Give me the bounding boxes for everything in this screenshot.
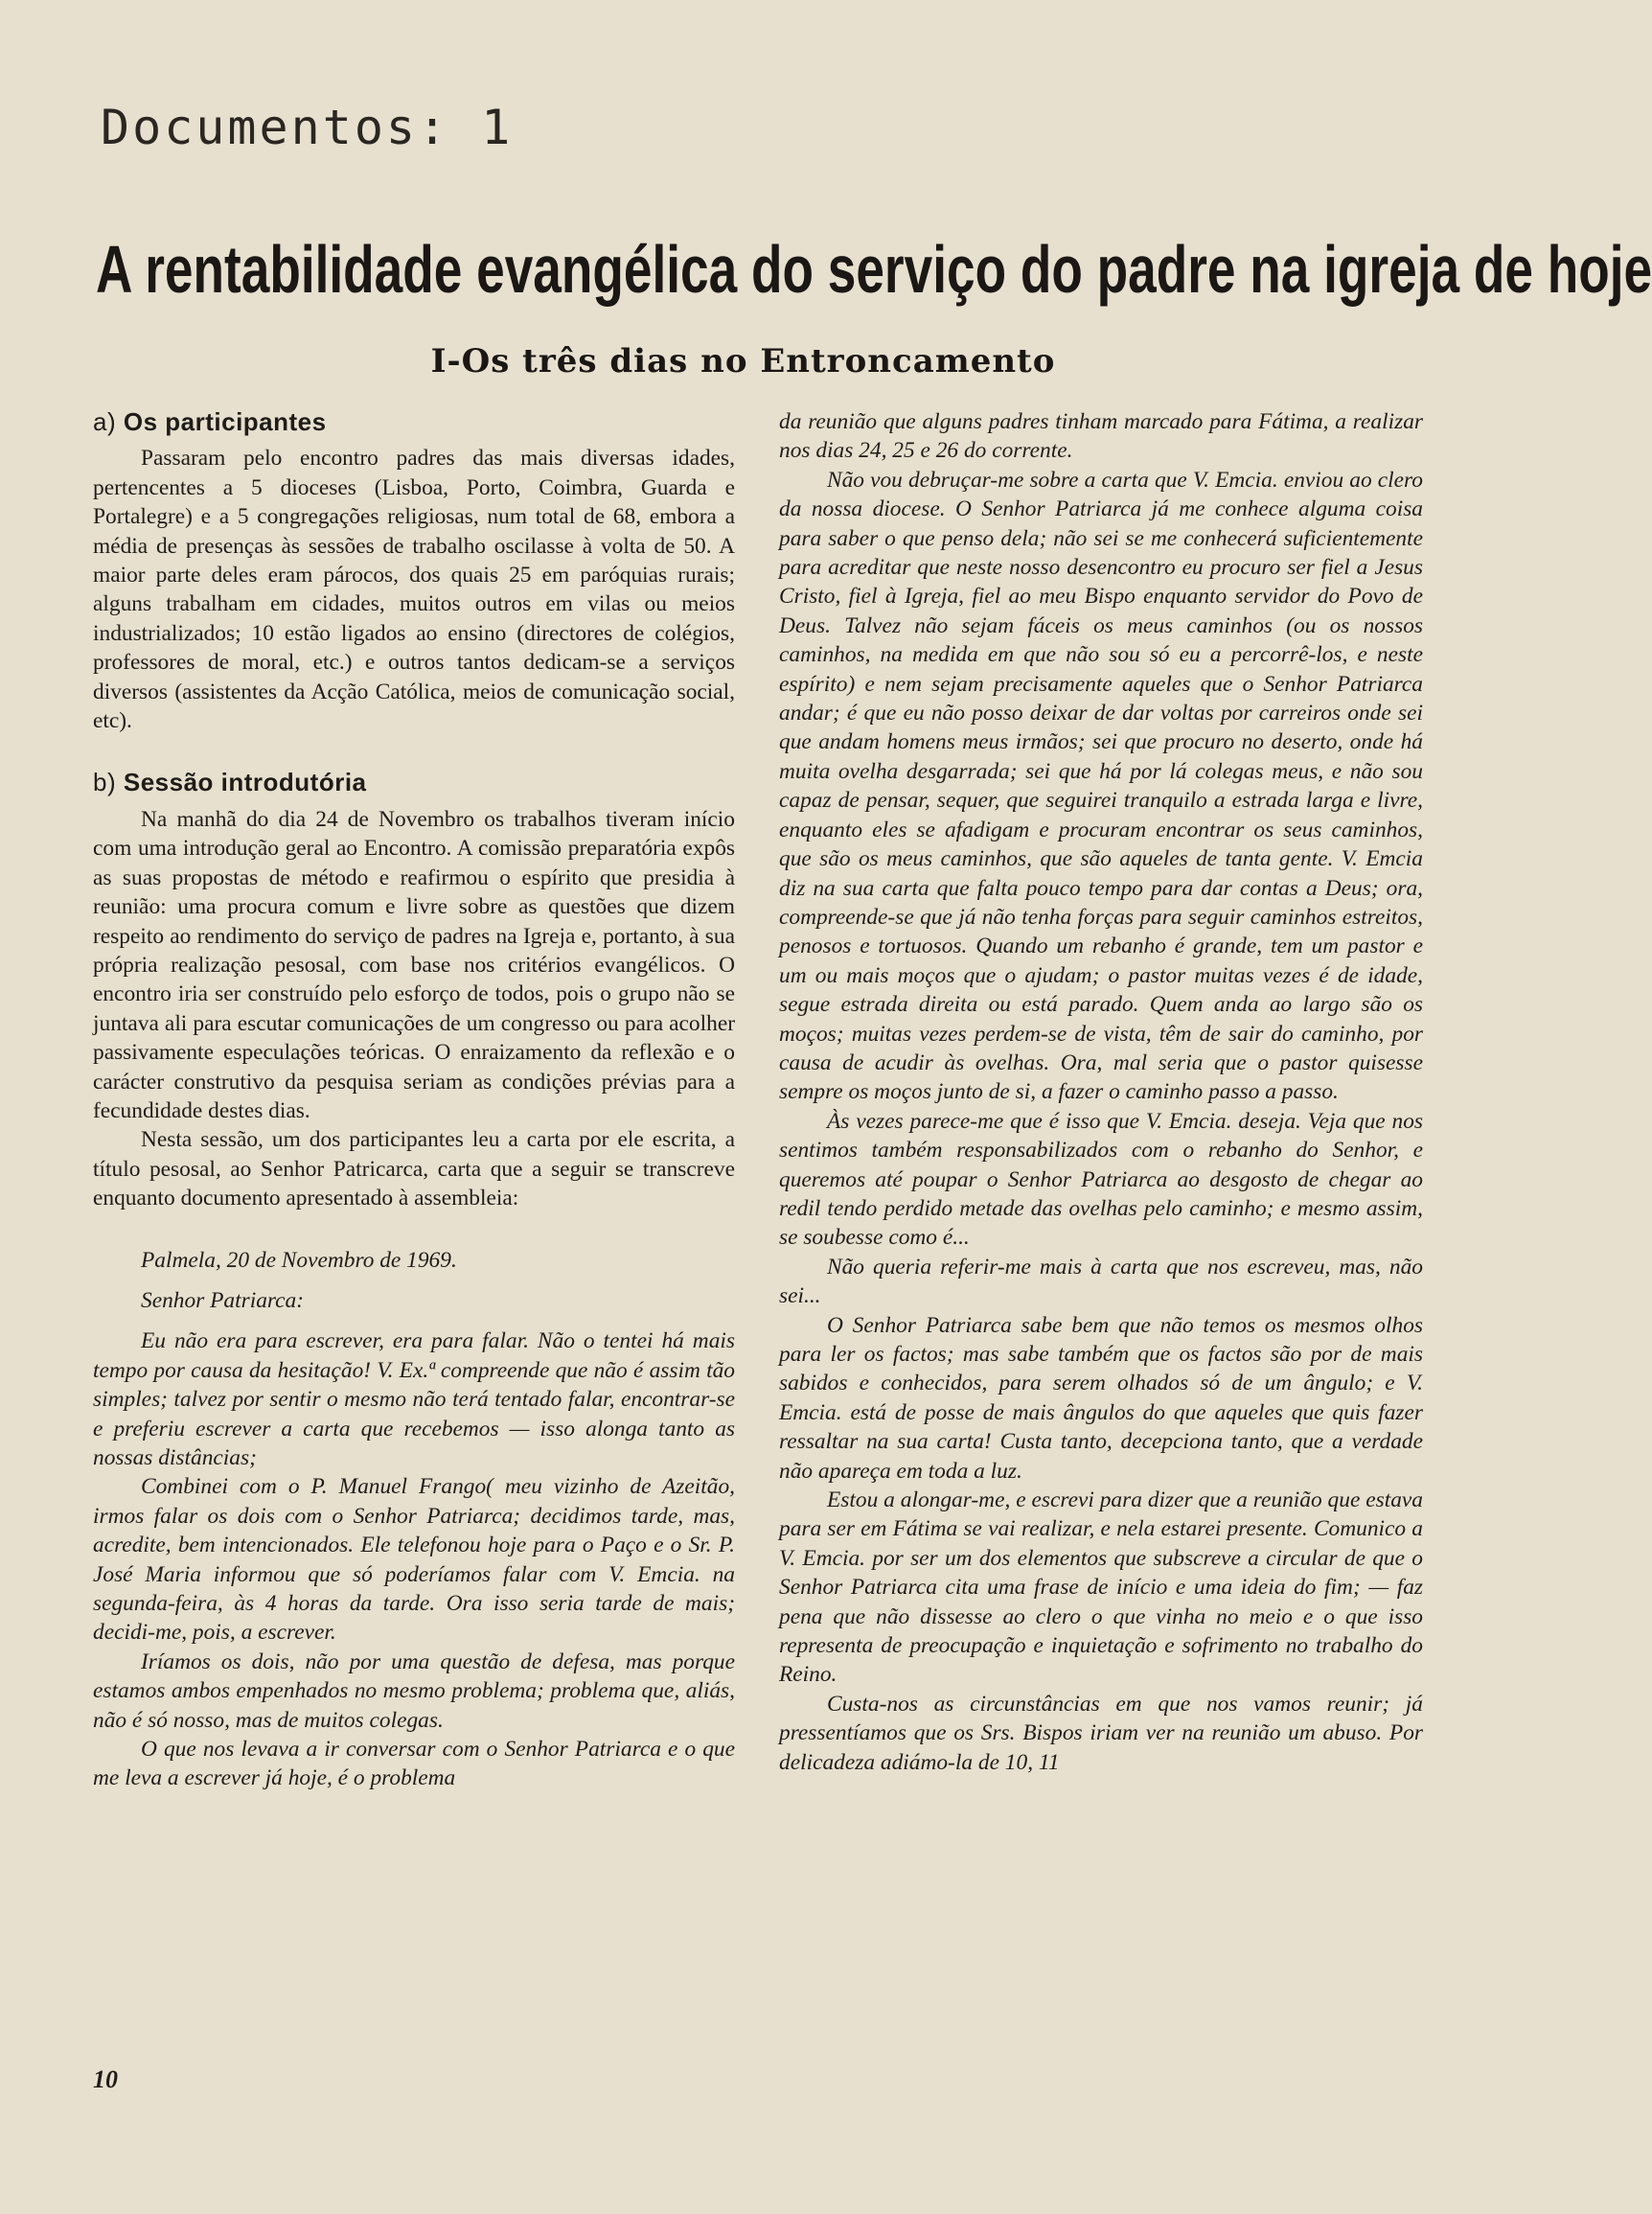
section-a-label: a) (93, 407, 117, 436)
letter-salutation: Senhor Patriarca: (141, 1287, 304, 1313)
section-a-title: Os participantes (123, 407, 327, 436)
section-b-paragraph-1: Na manhã do dia 24 de Novembro os trabalhos tiveram início com uma introdução geral ao Encontro. A comissão preparatória expôs as suas propostas de método e reafirmou o espírito que presidia à reunião: uma procura comum e livre sobre as questões que dizem respeito ao rendimento do serviço de padres na Igreja e, portanto, à sua própria realização pesosal, com base nos critérios evangélicos. O encontro iria ser construído pelo esforço de todos, pois o grupo não se juntava ali para escutar comunicações de um congresso ou para acolher passivamente especulações teóricas. O enraizamento da reflexão e o carácter construtivo da pesquisa seriam as condições prévias para a fecundidade destes dias. (93, 806, 735, 1123)
article-title: A rentabilidade evangélica do serviço do padre na igreja de hoje (96, 232, 1652, 307)
letter-paragraph-4: O que nos levava a ir conversar com o Senhor Patriarca e o que me leva a escrever já hoje, é o problema (93, 1737, 735, 1791)
right-paragraph-4: Não queria referir-me mais à carta que nos escreveu, mas, não sei... (779, 1254, 1423, 1309)
letter-dateline: Palmela, 20 de Novembro de 1969. (141, 1247, 457, 1273)
right-paragraph-6: Estou a alongar-me, e escrevi para dizer que a reunião que estava para ser em Fátima se vai realizar, e nela estarei presente. Comunico a V. Emcia. por ser um dos elementos que subscreve a circular de que o Senhor Patriarca cita uma frase de início e uma ideia do fim; — faz pena que não dissesse ao clero o que vinha no meio e o que isso representa de preocupação e inquietação e sofrimento no trabalho do Reino. (779, 1488, 1423, 1688)
section-subtitle: I-Os três dias no Entroncamento (430, 342, 1056, 381)
section-b-label: b) (93, 768, 117, 797)
letter-paragraph-3: Iríamos os dois, não por uma questão de defesa, mas porque estamos ambos empenhados no mesmo problema; problema que, aliás, não é só nosso, mas de muitos colegas. (93, 1649, 735, 1733)
page-number: 10 (93, 2065, 118, 2093)
right-column (779, 407, 1423, 1777)
letter-paragraph-2: Combinei com o P. Manuel Frango( meu vizinho de Azeitão, irmos falar os dois com o Senhor Patriarca; decidimos tarde, mas, acredite, bem intencionados. Ele telefonou hoje para o Paço e o Sr. P. José Maria informou que só poderíamos falar com V. Emcia. na segunda-feira, às 4 horas da tarde. Ora isso seria tarde de mais; decidi-me, pois, a escrever. (93, 1474, 735, 1646)
section-b-title: Sessão introdutória (123, 768, 367, 797)
series-label: Documentos: 1 (101, 100, 514, 155)
letter-paragraph-1: Eu não era para escrever, era para falar. Não o tentei há mais tempo por causa da hesitação! V. Ex.ª compreende que não é assim tão simples; talvez por sentir o mesmo não terá tentado falar, encontrar-se e preferiu escrever a carta que recebemos — isso alonga tanto as nossas distâncias; (93, 1328, 735, 1470)
right-paragraph-3: Às vezes parece-me que é isso que V. Emcia. deseja. Veja que nos sentimos também responsabilizados com o rebanho do Senhor, e queremos até poupar o Senhor Patriarca ao desgosto de chegar ao redil tendo perdido metade das ovelhas pelo caminho; e mesmo assim, se soubesse como é... (779, 1108, 1423, 1251)
right-paragraph-1: da reunião que alguns padres tinham marcado para Fátima, a realizar nos dias 24, 25 e 26 do corrente. (779, 409, 1423, 464)
section-a-paragraph: Passaram pelo encontro padres das mais diversas idades, pertencentes a 5 dioceses (Lisboa, Porto, Coimbra, Guarda e Portalegre) e a 5 congregações religiosas, num total de 68, embora a média de presenças às sessões de trabalho oscilasse à volta de 50. A maior parte deles eram párocos, dos quais 25 em paróquias rurais; alguns trabalham em cidades, muitos outros em vilas ou meios industrializados; 10 estão ligados ao ensino (directores de colégios, professores de moral, etc.) e outros tantos dedicam-se a serviços diversos (assistentes da Acção Católica, meios de comunicação social, etc). (93, 446, 735, 734)
section-b-paragraph-2: Nesta sessão, um dos participantes leu a carta por ele escrita, a título pesosal, ao Senhor Patricarca, carta que a seguir se transcreve enquanto documento apresentado à assembleia: (93, 1127, 735, 1211)
right-paragraph-7: Custa-nos as circunstâncias em que nos vamos reunir; já pressentíamos que os Srs. Bispos iriam ver na reunião um abuso. Por delicadeza adiámo-la de 10, 11 (779, 1691, 1423, 1775)
left-column (93, 407, 735, 1793)
right-paragraph-2: Não vou debruçar-me sobre a carta que V. Emcia. enviou ao clero da nossa diocese. O Senhor Patriarca já me conhece alguma coisa para saber o que penso dela; não sei se me conhecerá suficientemente para acreditar que neste nosso desencontro eu procuro ser fiel a Jesus Cristo, fiel à Igreja, fiel ao meu Bispo enquanto servidor do Povo de Deus. Talvez não sejam fáceis os meus caminhos (ou os nossos caminhos, na medida em que não sou só eu a percorrê-los, e neste espírito) e nem sejam precisamente aqueles que o Senhor Patriarca andar; é que eu não posso deixar de dar voltas por carreiros onde sei que andam homens meus irmãos; sei que procuro no deserto, onde há muita ovelha desgarrada; sei que há por lá colegas meus, e não sou capaz de pensar, sequer, que seguirei tranquilo a estrada larga e livre, enquanto eles se afadigam e procuram encontrar os seus caminhos, que são os meus caminhos, que são aqueles de tanta gente. V. Emcia diz na sua carta que falta pouco tempo para dar contas a Deus; ora, compreende-se que já não tenha forças para seguir caminhos estreitos, penosos e tortuosos. Quando um rebanho é grande, tem um pastor e um ou mais moços que o ajudam; o pastor muitas vezes é de idade, segue estrada direita ou está parado. Quem anda ao largo são os moços; muitas vezes perdem-se de vista, têm de sair do caminho, por causa de acudir às ovelhas. Ora, mal seria que o pastor quisesse sempre os moços junto de si, a fazer o caminho passo a passo. (779, 467, 1423, 1105)
section-a-heading (93, 407, 735, 436)
right-paragraph-5: O Senhor Patriarca sabe bem que não temos os mesmos olhos para ler os factos; mas sabe também que os factos são por de mais sabidos e conhecidos, para serem olhados só de um ângulo; e V. Emcia. está de posse de mais ângulos do que aqueles que quis fazer ressaltar na sua carta! Custa tanto, decepciona tanto, que a verdade não apareça em toda a luz. (779, 1312, 1423, 1484)
section-b-heading (93, 768, 735, 796)
